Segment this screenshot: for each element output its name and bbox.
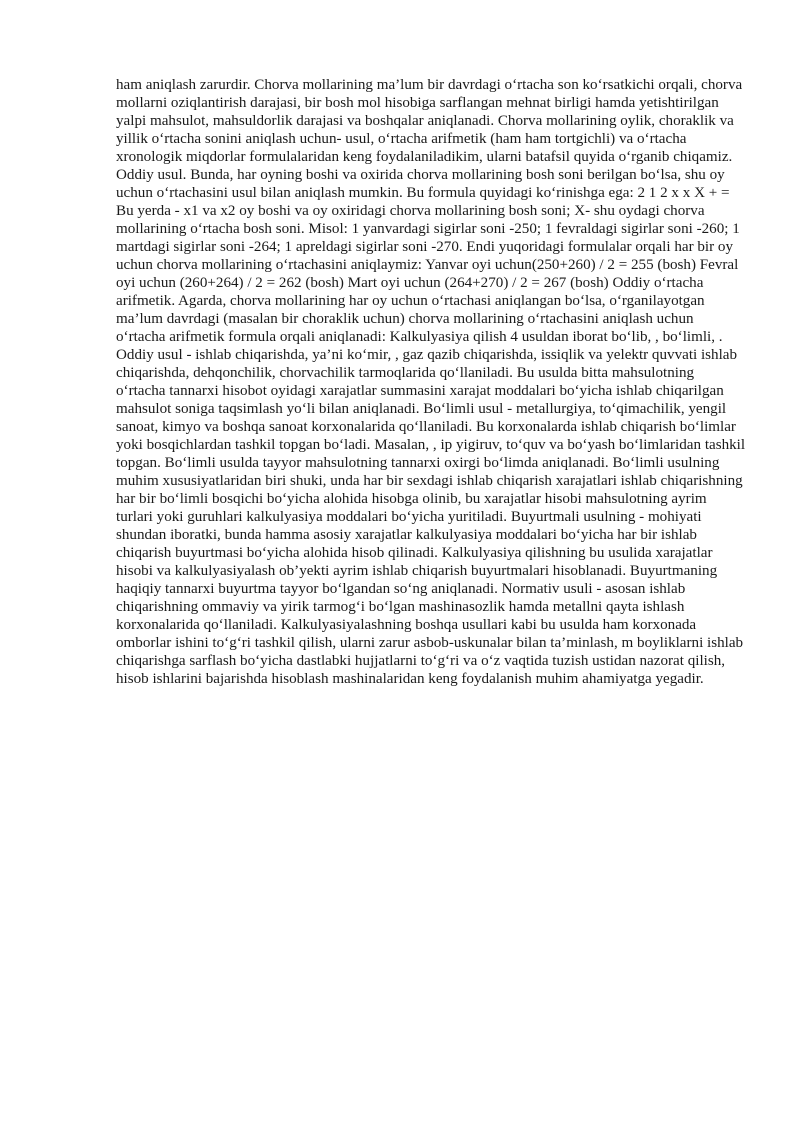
body-paragraph: ham aniqlash zarurdir. Chorva mollarining ma’lum bir davrdagi o‘rtacha son ko‘rsatkichi orqali, chorva mollarni oziqlantirish darajasi, bir bosh mol hisobiga sarflangan mehnat birligi hamda yetishtirilgan yalpi mahsulot, mahsuldorlik darajasi va boshqalar aniqlanadi. Chorva mollarining oylik, choraklik va yillik o‘rtacha sonini aniqlash uchun- usul, o‘rtacha arifmetik (ham ham tortgichli) va o‘rtacha xronologik miqdorlar formulalaridan keng foydalaniladikim, ularni batafsil quyida o‘rganib chiqamiz. Oddiy usul. Bunda, har oyning boshi va oxirida chorva mollarining bosh soni berilgan bo‘lsa, shu oy uchun o‘rtachasini usul bilan aniqlash mumkin. Bu formula quyidagi ko‘rinishga ega: 2 1 2 x x X + = Bu yerda - x1 va x2 oy boshi va oy oxiridagi chorva mollarining bosh soni; X- shu oydagi chorva mollarining o‘rtacha bosh soni. Misol: 1 yanvardagi sigirlar soni -250; 1 fevraldagi sigirlar soni -260; 1 martdagi sigirlar soni -264; 1 apreldagi sigirlar soni -270. Endi yuqoridagi formulalar orqali har bir oy uchun chorva mollarining o‘rtachasini aniqlaymiz: Yanvar oyi uchun(250+260) / 2 = 255 (bosh) Fevral oyi uchun (260+264) / 2 = 262 (bosh) Mart oyi uchun (264+270) / 2 = 267 (bosh) Oddiy o‘rtacha arifmetik. Agarda, chorva mollarining har oy uchun o‘rtachasi aniqlangan bo‘lsa, o‘rganilayotgan ma’lum davrdagi (masalan bir choraklik uchun) chorva mollarining o‘rtachasini aniqlash uchun o‘rtacha arifmetik formula orqali aniqlanadi: Kalkulyasiya qilish 4 usuldan iborat bo‘lib, , bo‘limli, . Oddiy usul - ishlab chiqarishda, ya’ni ko‘mir, , gaz qazib chiqarishda, issiqlik va yelektr quvvati ishlab chiqarishda, dehqonchilik, chorvachilik tarmoqlarida qo‘llaniladi. Bu usulda bitta mahsulotning o‘rtacha tannarxi hisobot oyidagi xarajatlar summasini xarajat moddalari bo‘yicha ishlab chiqarilgan mahsulot soniga taqsimlash yo‘li bilan aniqlanadi. Bo‘limli usul - metallurgiya, to‘qimachilik, yengil sanoat, kimyo va boshqa sanoat korxonalarida qo‘llaniladi. Bu korxonalarda ishlab chiqarish bo‘limlar yoki bosqichlardan tashkil topgan bo‘ladi. Masalan, , ip yigiruv, to‘quv va bo‘yash bo‘limlaridan tashkil topgan. Bo‘limli usulda tayyor mahsulotning tannarxi oxirgi bo‘limda aniqlanadi. Bo‘limli usulning muhim xususiyatlaridan biri shuki, unda har bir sexdagi ishlab chiqarish xarajatlari ishlab chiqarishning har bir bo‘limli bosqichi bo‘yicha alohida hisobga olinib, bu xarajatlar hisobi mahsulotning ayrim turlari yoki guruhlari kalkulyasiya moddalari bo‘yicha yuritiladi. Buyurtmali usulning - mohiyati shundan iboratki, bunda hamma asosiy xarajatlar kalkulyasiya moddalari bo‘yicha har bir ishlab chiqarish buyurtmasi bo‘yicha alohida hisob qilinadi. Kalkulyasiya qilishning bu usulida xarajatlar hisobi va kalkulyasiyalash ob’yekti ayrim ishlab chiqarish buyurtmalari hisoblanadi. Buyurtmaning haqiqiy tannarxi buyurtma tayyor bo‘lgandan so‘ng aniqlanadi. Normativ usuli - asosan ishlab chiqarishning ommaviy va yirik tarmog‘i bo‘lgan mashinasozlik hamda metallni qayta ishlash korxonalarida qo‘llaniladi. Kalkulyasiyalashning boshqa usullari kabi bu usulda ham korxonada omborlar ishini to‘g‘ri tashkil qilish, ularni zarur asbob-uskunalar bilan ta’minlash, m boyliklarni ishlab chiqarishga sarflash bo‘yicha dastlabki hujjatlarni to‘g‘ri va o‘z vaqtida tuzish ustidan nazorat qilish, hisob ishlarini bajarishda hisoblash mashinalaridan keng foydalanish muhim ahamiyatga yegadir. [116, 77, 746, 687]
document-page [116, 76, 746, 688]
